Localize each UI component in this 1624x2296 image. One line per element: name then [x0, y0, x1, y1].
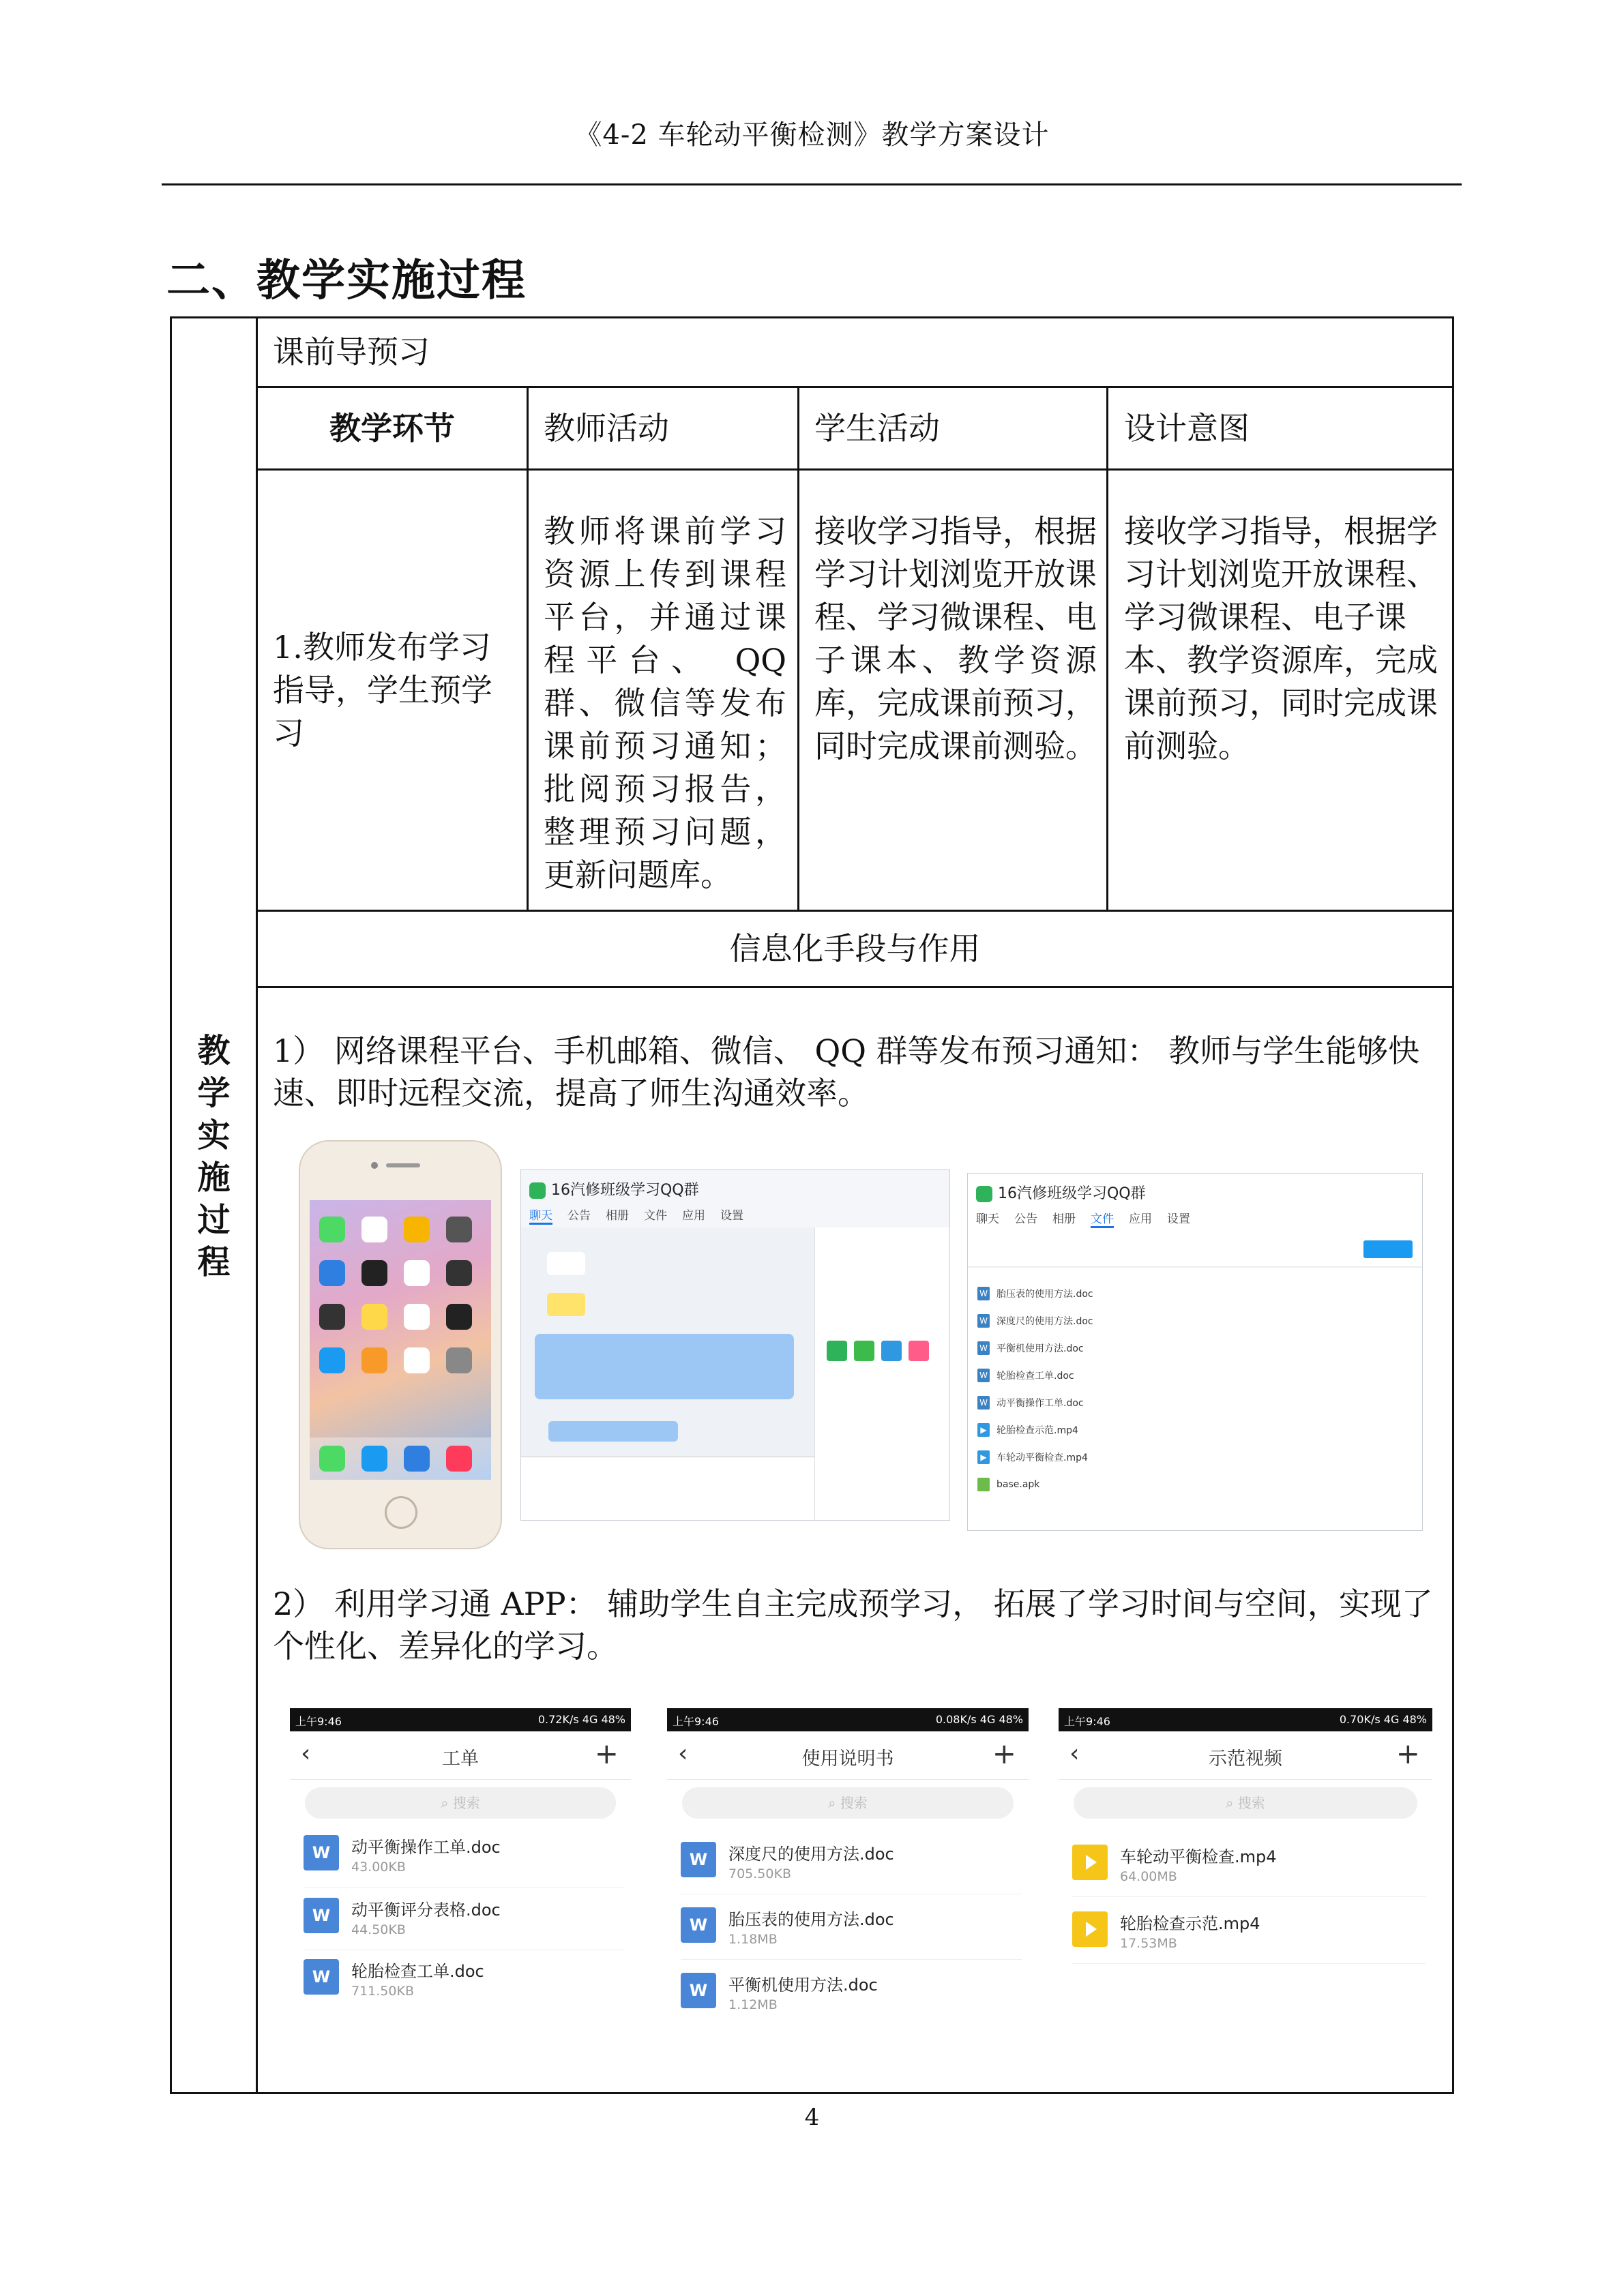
qq-file-row: W 深度尺的使用方法.doc [977, 1310, 1093, 1332]
add-icon[interactable]: + [992, 1737, 1016, 1770]
page-number: 4 [804, 2104, 820, 2131]
add-icon[interactable]: + [1396, 1737, 1420, 1770]
qq-tabs: 聊天 公告 相册 文件 应用 设置 [529, 1206, 758, 1223]
cell-step-text: 1.教师发布学习指导，学生预学习 [273, 628, 492, 751]
qq-file-row: W 轮胎检查工单.doc [977, 1365, 1074, 1386]
phone-image [299, 1140, 502, 1549]
header-divider [162, 183, 1462, 185]
mobile-screen-manuals [667, 1708, 1029, 2022]
search-icon: ⌕ [441, 1795, 453, 1811]
qq-window-title: 16汽修班级学习QQ群 [529, 1178, 699, 1199]
back-icon[interactable]: ‹ [1069, 1740, 1080, 1768]
list-item[interactable]: 轮胎检查示范.mp4 17.53MB [1072, 1900, 1426, 1964]
video-icon [1072, 1845, 1108, 1880]
home-button [385, 1496, 417, 1529]
qq-file-row: W 胎压表的使用方法.doc [977, 1283, 1093, 1304]
column-header-step: 教学环节 [329, 409, 455, 447]
qq-files-window-title: 16汽修班级学习QQ群 [976, 1182, 1146, 1203]
list-item[interactable]: W 胎压表的使用方法.doc 1.18MB [681, 1896, 1022, 1960]
cell-intent: 接收学习指导，根据学习计划浏览开放课程、学习微课程、电子课本、教学资源库，完成课前预习，同时完成课前测验。 [1124, 513, 1438, 764]
section-heading: 二、教学实施过程 [166, 256, 527, 306]
search-icon: ⌕ [1226, 1795, 1238, 1811]
cell-teacher: 教师将课前学习资源上传到课程平台，并通过课程平台、 QQ群、微信等发布课前预习通知；批阅预习报告，整理预习问题，更新问题库。 [544, 513, 786, 893]
back-icon[interactable]: ‹ [678, 1740, 688, 1768]
qq-file-row: W 动平衡操作工单.doc [977, 1392, 1084, 1414]
search-input[interactable]: ⌕ 搜索 [1074, 1787, 1417, 1819]
video-icon [1072, 1911, 1108, 1947]
back-icon[interactable]: ‹ [301, 1740, 311, 1768]
qq-group-icon [976, 1186, 992, 1202]
word-icon: W [304, 1898, 339, 1933]
list-item[interactable]: W 动平衡评分表格.doc 44.50KB [304, 1887, 624, 1950]
qq-file-row: base.apk [977, 1474, 1039, 1495]
list-item[interactable]: W 动平衡操作工单.doc 43.00KB [304, 1824, 624, 1888]
word-icon: W [304, 1835, 339, 1870]
search-icon: ⌕ [828, 1795, 840, 1811]
add-icon[interactable]: + [594, 1737, 619, 1770]
qq-files-window-image [967, 1173, 1423, 1531]
paragraph-2: 2） 利用学习通 APP： 辅助学生自主完成预学习， 拓展了学习时间与空间，实现了个性化、差异化的学习。 [273, 1585, 1433, 1665]
cell-step [273, 471, 512, 910]
mobile-screen-videos [1059, 1708, 1432, 1967]
mobile-title: 示范视频 [1209, 1748, 1282, 1770]
info-header: 信息化手段与作用 [729, 930, 981, 967]
list-item[interactable]: W 轮胎检查工单.doc 711.50KB [304, 1948, 624, 2008]
document-header-title: 《4-2 车轮动平衡检测》教学方案设计 [574, 119, 1050, 151]
search-input[interactable]: ⌕ 搜索 [305, 1787, 616, 1819]
status-bar: 上午9:46 0.08K/s 4G 48% [667, 1708, 1029, 1731]
side-label: 教学实施过程 [197, 1032, 231, 1281]
qq-file-row: ▶ 车轮动平衡检查.mp4 [977, 1446, 1088, 1468]
mobile-title: 使用说明书 [801, 1748, 894, 1770]
column-header-student: 学生活动 [814, 409, 940, 447]
word-icon: W [681, 1973, 716, 2008]
mobile-title: 工单 [442, 1748, 479, 1770]
word-icon: W [681, 1842, 716, 1877]
phone-home-screen [310, 1200, 491, 1480]
mobile-screen-worksheets [290, 1708, 631, 2008]
status-bar: 上午9:46 0.70K/s 4G 48% [1059, 1708, 1432, 1731]
status-bar: 上午9:46 0.72K/s 4G 48% [290, 1708, 631, 1731]
column-header-teacher: 教师活动 [544, 409, 669, 447]
stage-title: 课前导预习 [273, 333, 430, 370]
word-icon: W [681, 1907, 716, 1943]
qq-group-icon [529, 1182, 546, 1199]
list-item[interactable]: W 深度尺的使用方法.doc 705.50KB [681, 1831, 1022, 1894]
cell-student: 接收学习指导，根据学习计划浏览开放课程、学习微课程、电子课本、教学资源库，完成课前预习， 同时完成课前测验。 [814, 513, 1097, 764]
search-input[interactable]: ⌕ 搜索 [682, 1787, 1014, 1819]
qq-file-row: ▶ 轮胎检查示范.mp4 [977, 1419, 1078, 1441]
list-item[interactable]: 车轮动平衡检查.mp4 64.00MB [1072, 1834, 1426, 1897]
paragraph-1: 1） 网络课程平台、手机邮箱、微信、 QQ 群等发布预习通知： 教师与学生能够快速、即时远程交流，提高了师生沟通效率。 [273, 1032, 1420, 1112]
list-item[interactable]: W 平衡机使用方法.doc 1.12MB [681, 1962, 1022, 2022]
qq-file-row: W 平衡机使用方法.doc [977, 1337, 1084, 1359]
word-icon: W [304, 1959, 339, 1995]
side-label-column [172, 986, 256, 1327]
qq-chat-window-image [520, 1169, 950, 1521]
column-header-intent: 设计意图 [1124, 409, 1250, 447]
qq-files-tabs: 聊天 公告 相册 文件 应用 设置 [976, 1209, 1205, 1226]
